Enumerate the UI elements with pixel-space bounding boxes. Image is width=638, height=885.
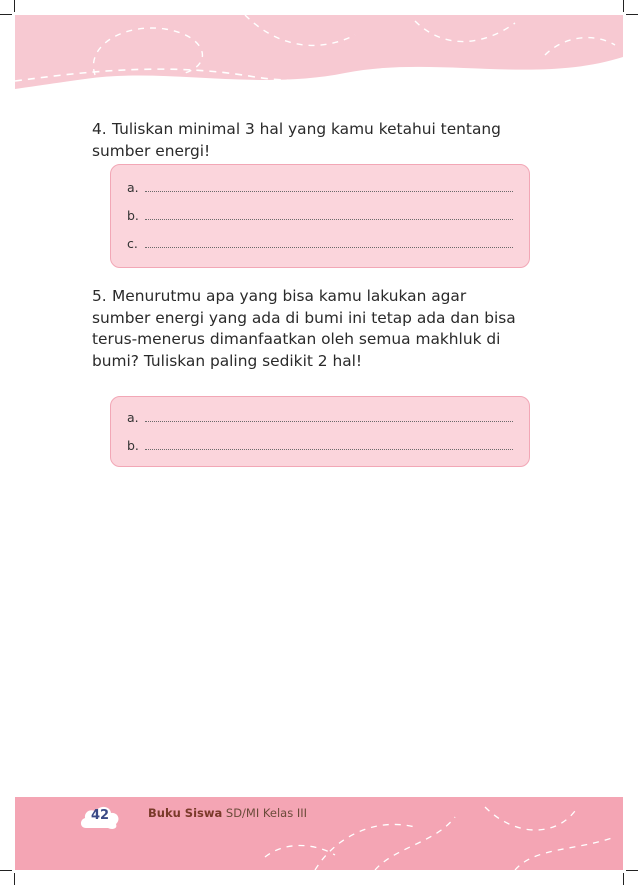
dotted-line (145, 218, 513, 220)
crop-mark (14, 0, 15, 12)
answer-box-5 (110, 396, 530, 467)
answer-label: c. (127, 236, 138, 251)
answer-line-b[interactable] (127, 437, 513, 453)
crop-mark (623, 873, 624, 885)
footer-title (148, 806, 307, 820)
dotted-line (145, 448, 513, 450)
dotted-line (145, 420, 513, 422)
answer-line-a[interactable] (127, 409, 513, 425)
crop-mark (0, 870, 12, 871)
crop-mark (0, 14, 12, 15)
question-number: 4. (92, 120, 107, 138)
book-subtitle: SD/MI Kelas III (225, 806, 308, 820)
question-5 (92, 286, 522, 372)
question-text: Tuliskan minimal 3 hal yang kamu ketahui tentang sumber energi! (92, 120, 501, 160)
answer-label: b. (127, 208, 139, 223)
question-4 (92, 119, 512, 162)
page-number: 42 (90, 808, 110, 823)
book-title: Buku Siswa (148, 806, 223, 820)
dotted-line (145, 246, 513, 248)
answer-box-4 (110, 164, 530, 268)
question-text: Menurutmu apa yang bisa kamu lakukan agar sumber energi yang ada di bumi ini tetap ada dan bisa terus-menerus dimanfaatkan oleh semua makhluk di bumi? Tuliskan paling sedikit 2 hal! (92, 287, 516, 370)
answer-line-c[interactable] (127, 235, 513, 251)
answer-label: a. (127, 410, 139, 425)
crop-mark (626, 870, 638, 871)
header-decoration (15, 15, 623, 93)
crop-mark (626, 14, 638, 15)
answer-label: a. (127, 180, 139, 195)
dotted-line (145, 190, 513, 192)
question-number: 5. (92, 287, 107, 305)
answer-line-a[interactable] (127, 179, 513, 195)
answer-line-b[interactable] (127, 207, 513, 223)
answer-label: b. (127, 438, 139, 453)
crop-mark (14, 873, 15, 885)
crop-mark (623, 0, 624, 12)
